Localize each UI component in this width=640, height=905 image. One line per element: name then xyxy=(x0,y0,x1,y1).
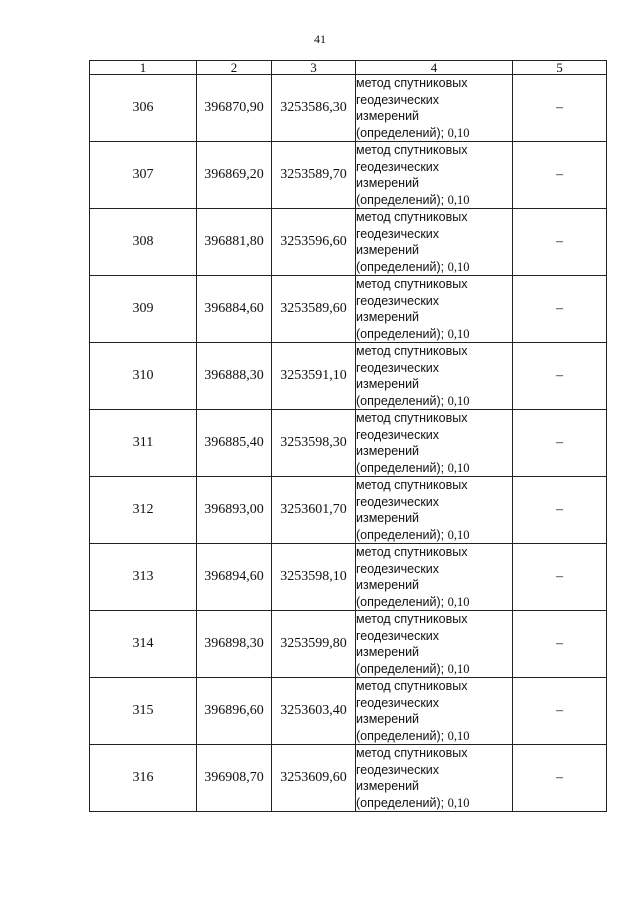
method-cell xyxy=(356,544,513,611)
method-cell xyxy=(356,209,513,276)
table-body xyxy=(90,75,607,812)
coordinate-y: 3253598,30 xyxy=(272,410,356,477)
description-cell: – xyxy=(513,343,607,410)
description-cell: – xyxy=(513,142,607,209)
method-line: измерений xyxy=(356,645,420,659)
method-line: измерений xyxy=(356,310,420,324)
method-line: метод спутниковых xyxy=(356,545,468,559)
method-line: (определений); xyxy=(356,460,445,475)
coordinate-y: 3253601,70 xyxy=(272,477,356,544)
method-line: (определений); xyxy=(356,326,445,341)
description-cell: – xyxy=(513,410,607,477)
description-cell: – xyxy=(513,477,607,544)
method-line: геодезических xyxy=(356,628,440,643)
method-line: геодезических xyxy=(356,762,440,777)
method-line: геодезических xyxy=(356,92,440,107)
method-line: метод спутниковых xyxy=(356,411,468,425)
column-header: 4 xyxy=(356,61,513,75)
accuracy-value: 0,10 xyxy=(447,460,470,475)
table-row xyxy=(90,544,607,611)
method-line: измерений xyxy=(356,176,420,190)
column-header: 3 xyxy=(272,61,356,75)
column-header: 2 xyxy=(197,61,272,75)
coordinate-x: 396884,60 xyxy=(197,276,272,343)
method-line: метод спутниковых xyxy=(356,478,468,492)
method-line: (определений); xyxy=(356,661,445,676)
coordinate-y: 3253589,60 xyxy=(272,276,356,343)
table-row xyxy=(90,678,607,745)
coordinate-y: 3253598,10 xyxy=(272,544,356,611)
accuracy-value: 0,10 xyxy=(447,326,470,341)
accuracy-value: 0,10 xyxy=(447,527,470,542)
coordinate-x: 396885,40 xyxy=(197,410,272,477)
coordinate-x: 396896,60 xyxy=(197,678,272,745)
coordinate-x: 396870,90 xyxy=(197,75,272,142)
method-line: геодезических xyxy=(356,427,440,442)
accuracy-value: 0,10 xyxy=(447,661,470,676)
point-number: 306 xyxy=(90,75,197,142)
method-line: метод спутниковых xyxy=(356,210,468,224)
method-line: (определений); xyxy=(356,192,445,207)
method-line: измерений xyxy=(356,712,420,726)
method-cell xyxy=(356,343,513,410)
method-line: геодезических xyxy=(356,494,440,509)
coordinate-y: 3253599,80 xyxy=(272,611,356,678)
coordinate-y: 3253586,30 xyxy=(272,75,356,142)
method-line: (определений); xyxy=(356,527,445,542)
method-line: геодезических xyxy=(356,159,440,174)
accuracy-value: 0,10 xyxy=(447,594,470,609)
accuracy-value: 0,10 xyxy=(447,259,470,274)
method-line: метод спутниковых xyxy=(356,344,468,358)
point-number: 313 xyxy=(90,544,197,611)
point-number: 311 xyxy=(90,410,197,477)
point-number: 309 xyxy=(90,276,197,343)
point-number: 314 xyxy=(90,611,197,678)
method-line: измерений xyxy=(356,377,420,391)
method-line: измерений xyxy=(356,779,420,793)
method-line: геодезических xyxy=(356,360,440,375)
table-row xyxy=(90,142,607,209)
method-line: метод спутниковых xyxy=(356,76,468,90)
table-row xyxy=(90,410,607,477)
method-cell xyxy=(356,410,513,477)
method-line: измерений xyxy=(356,109,420,123)
coordinate-y: 3253591,10 xyxy=(272,343,356,410)
method-line: метод спутниковых xyxy=(356,679,468,693)
method-cell xyxy=(356,678,513,745)
page-number: 41 xyxy=(314,32,326,46)
method-line: (определений); xyxy=(356,795,445,810)
method-cell xyxy=(356,611,513,678)
coordinates-table xyxy=(89,60,607,812)
method-line: (определений); xyxy=(356,594,445,609)
method-line: (определений); xyxy=(356,125,445,140)
method-line: метод спутниковых xyxy=(356,277,468,291)
method-line: измерений xyxy=(356,243,420,257)
table-header-row xyxy=(90,61,607,75)
point-number: 316 xyxy=(90,745,197,812)
coordinate-y: 3253609,60 xyxy=(272,745,356,812)
method-cell xyxy=(356,477,513,544)
coordinate-x: 396908,70 xyxy=(197,745,272,812)
description-cell: – xyxy=(513,209,607,276)
coordinate-x: 396869,20 xyxy=(197,142,272,209)
coordinate-x: 396894,60 xyxy=(197,544,272,611)
method-line: метод спутниковых xyxy=(356,746,468,760)
description-cell: – xyxy=(513,611,607,678)
description-cell: – xyxy=(513,75,607,142)
column-header: 5 xyxy=(513,61,607,75)
point-number: 312 xyxy=(90,477,197,544)
point-number: 310 xyxy=(90,343,197,410)
column-header: 1 xyxy=(90,61,197,75)
table-row xyxy=(90,745,607,812)
coordinate-y: 3253589,70 xyxy=(272,142,356,209)
method-cell xyxy=(356,745,513,812)
method-line: (определений); xyxy=(356,728,445,743)
point-number: 315 xyxy=(90,678,197,745)
table-row xyxy=(90,276,607,343)
coordinate-x: 396881,80 xyxy=(197,209,272,276)
accuracy-value: 0,10 xyxy=(447,192,470,207)
method-line: измерений xyxy=(356,444,420,458)
description-cell: – xyxy=(513,544,607,611)
method-line: измерений xyxy=(356,511,420,525)
accuracy-value: 0,10 xyxy=(447,728,470,743)
table-row xyxy=(90,477,607,544)
method-line: геодезических xyxy=(356,226,440,241)
table-row xyxy=(90,209,607,276)
method-cell xyxy=(356,142,513,209)
coordinate-x: 396893,00 xyxy=(197,477,272,544)
description-cell: – xyxy=(513,276,607,343)
method-line: метод спутниковых xyxy=(356,143,468,157)
accuracy-value: 0,10 xyxy=(447,795,470,810)
coordinate-x: 396898,30 xyxy=(197,611,272,678)
method-line: метод спутниковых xyxy=(356,612,468,626)
method-line: геодезических xyxy=(356,695,440,710)
method-line: (определений); xyxy=(356,259,445,274)
method-line: (определений); xyxy=(356,393,445,408)
method-line: геодезических xyxy=(356,293,440,308)
description-cell: – xyxy=(513,745,607,812)
table-row xyxy=(90,75,607,142)
method-line: измерений xyxy=(356,578,420,592)
point-number: 308 xyxy=(90,209,197,276)
method-line: геодезических xyxy=(356,561,440,576)
coordinate-y: 3253596,60 xyxy=(272,209,356,276)
method-cell xyxy=(356,276,513,343)
table-row xyxy=(90,343,607,410)
point-number: 307 xyxy=(90,142,197,209)
table-row xyxy=(90,611,607,678)
coordinate-x: 396888,30 xyxy=(197,343,272,410)
accuracy-value: 0,10 xyxy=(447,393,470,408)
accuracy-value: 0,10 xyxy=(447,125,470,140)
method-cell xyxy=(356,75,513,142)
coordinate-y: 3253603,40 xyxy=(272,678,356,745)
description-cell: – xyxy=(513,678,607,745)
